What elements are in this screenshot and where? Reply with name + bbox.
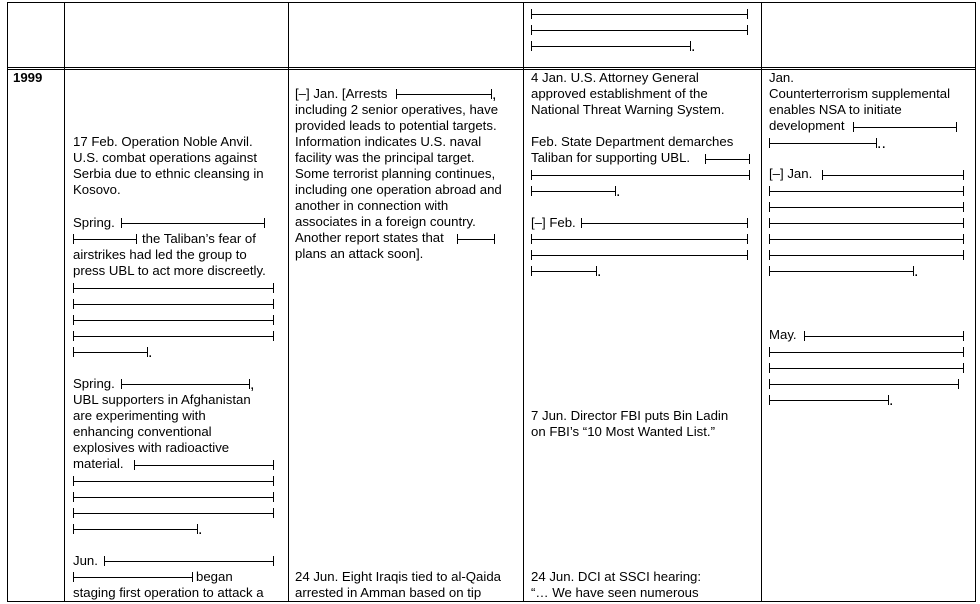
redaction bbox=[769, 231, 964, 247]
arrests-entry-line: Another report states that bbox=[295, 230, 444, 245]
redaction bbox=[705, 151, 750, 167]
arrests-entry-line: including 2 senior operatives, have bbox=[295, 102, 499, 117]
redaction bbox=[121, 215, 265, 231]
redaction bbox=[73, 328, 274, 344]
sentence-period: . bbox=[691, 38, 696, 55]
redaction bbox=[531, 247, 748, 263]
redaction bbox=[531, 22, 748, 38]
arrests-entry-line: Information indicates U.S. naval bbox=[295, 134, 482, 149]
demarche-entry-line: Taliban for supporting UBL. bbox=[531, 150, 691, 165]
redaction bbox=[769, 263, 919, 280]
fbi-entry-line: on FBI’s “10 Most Wanted List.” bbox=[531, 424, 715, 439]
arrests-entry-line: associates in a foreign country. bbox=[295, 214, 476, 229]
nsa-entry-line: development bbox=[769, 118, 845, 133]
row-divider bbox=[7, 69, 976, 70]
redaction bbox=[73, 312, 274, 328]
redaction bbox=[531, 38, 696, 55]
table-border-right bbox=[975, 2, 976, 602]
jun-entry-line: staging first operation to attack a bbox=[73, 585, 264, 600]
nsa-entry-line: Counterterrorism supplemental bbox=[769, 86, 951, 101]
jan-entry-lead: [–] Jan. bbox=[769, 166, 813, 181]
redaction bbox=[73, 296, 274, 312]
arrests-entry-line: Some terrorist planning continues, bbox=[295, 166, 496, 181]
arrests-entry-lead: [–] Jan. [Arrests bbox=[295, 86, 388, 101]
spring-entry-line: explosives with radioactive bbox=[73, 440, 230, 455]
sentence-period: . bbox=[889, 392, 894, 409]
arrests-entry-line: including one operation abroad and bbox=[295, 182, 502, 197]
nsa-entry-line: enables NSA to initiate bbox=[769, 102, 902, 117]
redaction bbox=[531, 167, 750, 183]
jun-entry-lead: Jun. bbox=[73, 553, 98, 568]
redaction bbox=[853, 119, 957, 135]
column-divider bbox=[523, 2, 524, 602]
spring-entry-line: airstrikes had led the group to bbox=[73, 247, 247, 262]
redaction bbox=[769, 215, 964, 231]
iraqis-entry-line: 24 Jun. Eight Iraqis tied to al-Qaida bbox=[295, 569, 501, 584]
redaction bbox=[822, 167, 964, 183]
spring-entry-lead: Spring. bbox=[73, 215, 115, 230]
redaction bbox=[581, 215, 748, 231]
threat-system-entry-line: National Threat Warning System. bbox=[531, 102, 725, 117]
threat-system-entry-line: 4 Jan. U.S. Attorney General bbox=[531, 70, 699, 85]
redaction bbox=[457, 231, 495, 247]
redaction bbox=[769, 360, 964, 376]
demarche-entry-line: Feb. State Department demarches bbox=[531, 134, 734, 149]
redaction bbox=[769, 344, 964, 360]
spring-entry-line: the Taliban’s fear of bbox=[142, 231, 256, 246]
dci-entry-line: “… We have seen numerous bbox=[531, 585, 699, 600]
sentence-period: . bbox=[597, 263, 602, 280]
spring-entry-line: UBL supporters in Afghanistan bbox=[73, 392, 251, 407]
sentence-period: . bbox=[148, 344, 153, 361]
spring-entry-line: enhancing conventional bbox=[73, 424, 212, 439]
threat-system-entry-line: approved establishment of the bbox=[531, 86, 708, 101]
noble-anvil-line: Kosovo. bbox=[73, 182, 121, 197]
redaction bbox=[531, 183, 621, 200]
redaction bbox=[769, 183, 964, 199]
noble-anvil-line: Serbia due to ethnic cleansing in bbox=[73, 166, 264, 181]
redaction bbox=[396, 86, 497, 103]
redaction bbox=[769, 199, 964, 215]
redaction bbox=[73, 489, 274, 505]
sentence-period: . bbox=[198, 521, 203, 538]
row-divider bbox=[7, 67, 976, 68]
arrests-entry-line: another in connection with bbox=[295, 198, 449, 213]
redaction bbox=[531, 6, 748, 22]
redaction bbox=[134, 457, 274, 473]
redaction bbox=[531, 263, 602, 280]
arrests-entry-line: plans an attack soon]. bbox=[295, 246, 424, 261]
redaction bbox=[73, 569, 193, 585]
sentence-period: . bbox=[914, 263, 919, 280]
arrests-entry-line: provided leads to potential targets. bbox=[295, 118, 497, 133]
redaction bbox=[73, 473, 274, 489]
redaction bbox=[769, 376, 959, 392]
spring-entry-line: material. bbox=[73, 456, 124, 471]
noble-anvil-line: 17 Feb. Operation Noble Anvil. bbox=[73, 134, 253, 149]
feb-entry-lead: [–] Feb. bbox=[531, 215, 576, 230]
spring-entry-line: are experimenting with bbox=[73, 408, 206, 423]
sentence-period: . bbox=[616, 183, 621, 200]
arrests-entry-line: facility was the principal target. bbox=[295, 150, 475, 165]
sentence-comma: , bbox=[492, 86, 497, 103]
redaction bbox=[121, 376, 255, 393]
redaction bbox=[769, 135, 886, 152]
iraqis-entry-line: arrested in Amman based on tip bbox=[295, 585, 482, 600]
jun-entry-line: began bbox=[196, 569, 233, 584]
fbi-entry-line: 7 Jun. Director FBI puts Bin Ladin bbox=[531, 408, 729, 423]
spring-entry-line: press UBL to act more discreetly. bbox=[73, 263, 266, 278]
redaction bbox=[73, 521, 203, 538]
column-divider bbox=[64, 2, 65, 602]
sentence-period: .. bbox=[877, 135, 886, 152]
nsa-entry-line: Jan. bbox=[769, 70, 794, 85]
dci-entry-line: 24 Jun. DCI at SSCI hearing: bbox=[531, 569, 702, 584]
redaction bbox=[73, 231, 137, 247]
redaction bbox=[73, 505, 274, 521]
sentence-comma: , bbox=[250, 376, 255, 393]
year-label: 1999 bbox=[13, 70, 43, 85]
column-divider bbox=[7, 2, 8, 602]
spring-entry-lead: Spring. bbox=[73, 376, 115, 391]
redaction bbox=[804, 328, 964, 344]
redaction bbox=[73, 344, 153, 361]
may-entry-lead: May. bbox=[769, 327, 797, 342]
redaction bbox=[769, 247, 964, 263]
column-divider bbox=[288, 2, 289, 602]
redaction bbox=[531, 231, 748, 247]
redaction bbox=[104, 553, 274, 569]
redaction bbox=[769, 392, 894, 409]
redaction bbox=[73, 280, 274, 296]
noble-anvil-line: U.S. combat operations against bbox=[73, 150, 257, 165]
table-border-top bbox=[7, 2, 976, 3]
column-divider bbox=[761, 2, 762, 602]
